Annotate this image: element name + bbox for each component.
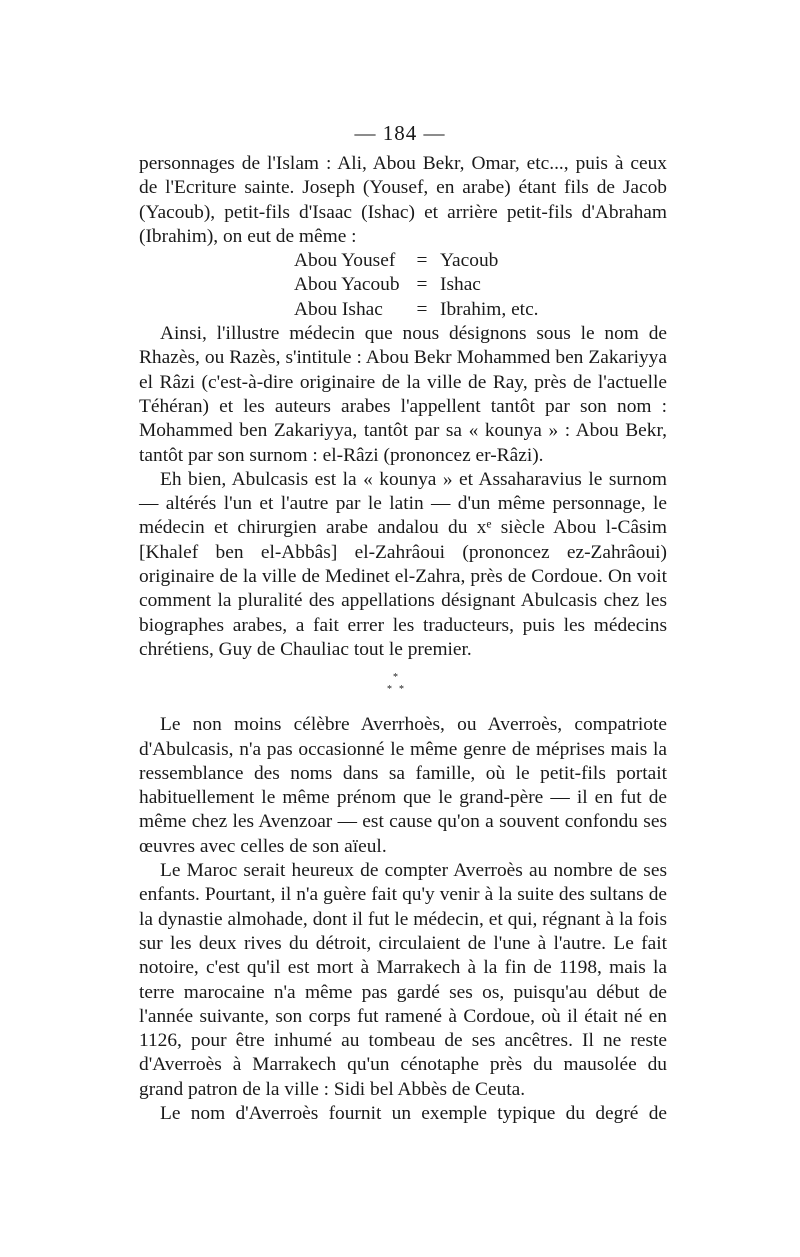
genealogy-kounya: Abou Yacoub	[294, 274, 400, 296]
paragraph-continuation: personnages de l'Islam : Ali, Abou Bekr, Omar, etc..., puis à ceux de l'Ecriture sainte. Joseph (Yousef, en arabe) étant fils de Jacob (Yacoub), petit-fils d'Isaac (Ishac) et arrière petit-fils d'Abraham (Ibrahim), on eut de même :	[139, 153, 667, 247]
equals-sign: =	[416, 274, 428, 296]
paragraph-abulcasis: Eh bien, Abulcasis est la « kounya » et Assaharavius le surnom — altérés l'un et l'autre par le latin — d'un même personnage, le médecin et chirurgien arabe andalou du xᵉ siècle Abou l-Câsim [Khalef ben el-Abbâs] el-Zahrâoui (prononcez ez-Zahrâoui) originaire de la ville de Medinet el-Zahra, près de Cordoue. On voit comment la pluralité des appellations désignant Abulcasis chez les biographes arabes, a fait errer les traducteurs, puis les médecins chrétiens, Guy de Chauliac tout le premier.	[139, 468, 667, 660]
genealogy-kounya: Abou Ishac	[294, 298, 383, 320]
genealogy-name: Yacoub	[440, 250, 499, 272]
genealogy-row	[294, 273, 634, 297]
equals-sign: =	[416, 250, 428, 272]
genealogy-table	[294, 249, 634, 322]
paragraph-rhazes: Ainsi, l'illustre médecin que nous désignons sous le nom de Rhazès, ou Razès, s'intitule : Abou Bekr Mohammed ben Zakariyya el Râzi (c'est-à-dire originaire de la ville de Ray, près de l'actuelle Téhéran) et les auteurs arabes l'appellent tantôt par son nom : Mohammed ben Zakariyya, tantôt par sa « kounya » : Abou Bekr, tantôt par son surnom : el-Râzi (prononcez er-Râzi).	[139, 323, 667, 466]
star-icon: *	[399, 684, 404, 696]
paragraph-averroes: Le non moins célèbre Averrhoès, ou Averroès, compatriote d'Abulcasis, n'a pas occasionné le même genre de méprises mais la ressemblance des noms dans sa famille, où le petit-fils portait habituellement le même prénom que le grand-père — il en fut de même chez les Avenzoar — est cause qu'on a souvent confondu ses œuvres avec celles de son aïeul.	[139, 714, 667, 857]
paragraph-nom-averroes: Le nom d'Averroès fournit un exemple typique du degré de	[160, 1102, 667, 1124]
paragraph-maroc: Le Maroc serait heureux de compter Averroès au nombre de ses enfants. Pourtant, il n'a guère fait qu'y venir à la suite des sultans de la dynastie almohade, dont il fut le médecin, et qui, régnant à la fois sur les deux rives du détroit, circulaient de l'une à l'autre. Le fait notoire, c'est qu'il est mort à Marrakech à la fin de 1198, mais la terre marocaine n'a même pas gardé ses os, puisqu'au début de l'année suivante, son corps fut ramené à Cordoue, où il était né en 1126, pour être inhumé au tombeau de ses ancêtres. Il ne reste d'Averroès à Marrakech qu'un cénotaphe près du mausolée du grand patron de la ville : Sidi bel Abbès de Ceuta.	[139, 860, 667, 1100]
genealogy-name: Ishac	[440, 274, 481, 296]
page-number: — 184 —	[354, 121, 446, 145]
body-text	[139, 152, 667, 1126]
genealogy-row	[294, 298, 634, 322]
genealogy-row	[294, 249, 634, 273]
equals-sign: =	[416, 298, 428, 320]
asterism-icon	[377, 673, 417, 703]
genealogy-name: Ibrahim, etc.	[440, 298, 539, 320]
section-separator	[139, 662, 667, 713]
star-icon: *	[393, 672, 398, 684]
genealogy-kounya: Abou Yousef	[294, 250, 396, 272]
star-icon: *	[387, 684, 392, 696]
